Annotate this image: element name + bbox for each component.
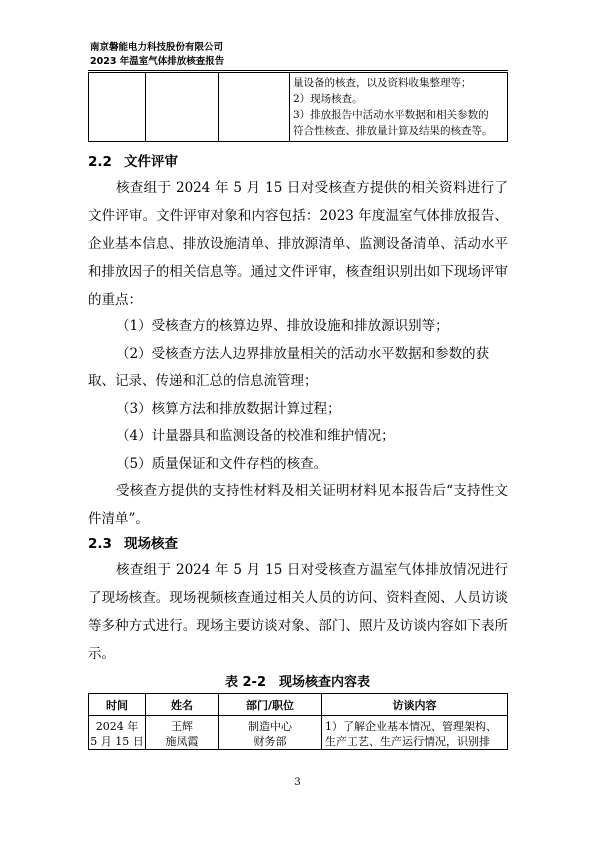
cell-line: 制造中心	[248, 720, 292, 733]
column-header: 姓名	[146, 694, 219, 716]
paragraph: 核查组于 2024 年 5 月 15 日对受核查方温室气体排放情况进行了现场核查。现场视频核查通过相关人员的访问、资料查阅、人员访谈等多种方式进行。现场主要访谈对象、部门、照片及访谈内容如下表所示。	[88, 562, 508, 662]
time-cell	[89, 716, 146, 750]
list-item: （4）计量器具和监测设备的校准和维护情况；	[116, 428, 395, 444]
header-divider	[88, 70, 508, 71]
content-cell	[322, 716, 508, 750]
continued-table	[88, 72, 508, 142]
table-cell	[89, 73, 146, 142]
table-line: 3）排放报告中活动水平数据和相关参数的	[293, 109, 489, 121]
table-line: 量设备的核查，以及资料收集整理等；	[293, 77, 472, 89]
inspection-table	[88, 693, 508, 750]
paragraph: 受核查方提供的支持性材料及相关证明材料见本报告后“支持性文件清单”。	[88, 483, 508, 527]
paragraph: 核查组于 2024 年 5 月 15 日对受核查方提供的相关资料进行了文件评审。文件评审对象和内容包括：2023 年度温室气体排放报告、企业基本信息、排放设施清单、排放源清单、监测设备清单、活动水平和排放因子的相关信息等。通过文件评审，核查组识别出如下现场评审的重点：	[88, 180, 508, 308]
section-title: 文件评审	[124, 154, 178, 170]
dept-cell	[219, 716, 322, 750]
section-heading	[88, 150, 178, 170]
table-line: 符合性核查、排放量计算及结果的核查等。	[293, 125, 493, 137]
table-cell	[146, 73, 219, 142]
report-title: 2023 年温室气体排放核查报告	[90, 56, 225, 67]
column-header: 时间	[89, 694, 146, 716]
cell-line: 财务部	[253, 735, 287, 748]
column-header: 访谈内容	[322, 694, 508, 716]
section-number: 2.3	[88, 536, 112, 552]
column-header: 部门/职位	[219, 694, 322, 716]
table-cell	[219, 73, 290, 142]
cell-line: 生产工艺、生产运行情况，识别排	[325, 735, 490, 748]
page-header	[90, 41, 224, 69]
section-title: 现场核查	[124, 536, 178, 552]
section-number: 2.2	[88, 154, 112, 170]
cell-line: 施凤霞	[165, 735, 199, 748]
list-item: （2）受核查方法人边界排放量相关的活动水平数据和参数的获	[116, 346, 490, 362]
list-item: （1）受核查方的核算边界、排放设施和排放源识别等；	[116, 318, 449, 334]
page-number: 3	[294, 777, 301, 788]
table-cell	[290, 73, 508, 142]
cell-line: 1）了解企业基本情况、管理架构、	[325, 720, 497, 733]
table-caption: 表 2-2 现场核查内容表	[224, 675, 370, 690]
table-line: 2）现场核查。	[293, 93, 363, 105]
cell-line: 王辉	[171, 720, 193, 733]
table-row	[89, 716, 508, 750]
cell-line: 5 月 15 日	[90, 735, 144, 748]
company-name: 南京磐能电力科技股份有限公司	[90, 42, 224, 53]
name-cell	[146, 716, 219, 750]
list-item: （5）质量保证和文件存档的核查。	[116, 456, 328, 472]
table-header-row	[89, 694, 508, 716]
list-item: （3）核算方法和排放数据计算过程；	[116, 401, 341, 417]
section-heading	[88, 532, 178, 552]
cell-line: 2024 年	[95, 720, 139, 733]
list-item: 取、记录、传递和汇总的信息流管理；	[88, 373, 318, 389]
